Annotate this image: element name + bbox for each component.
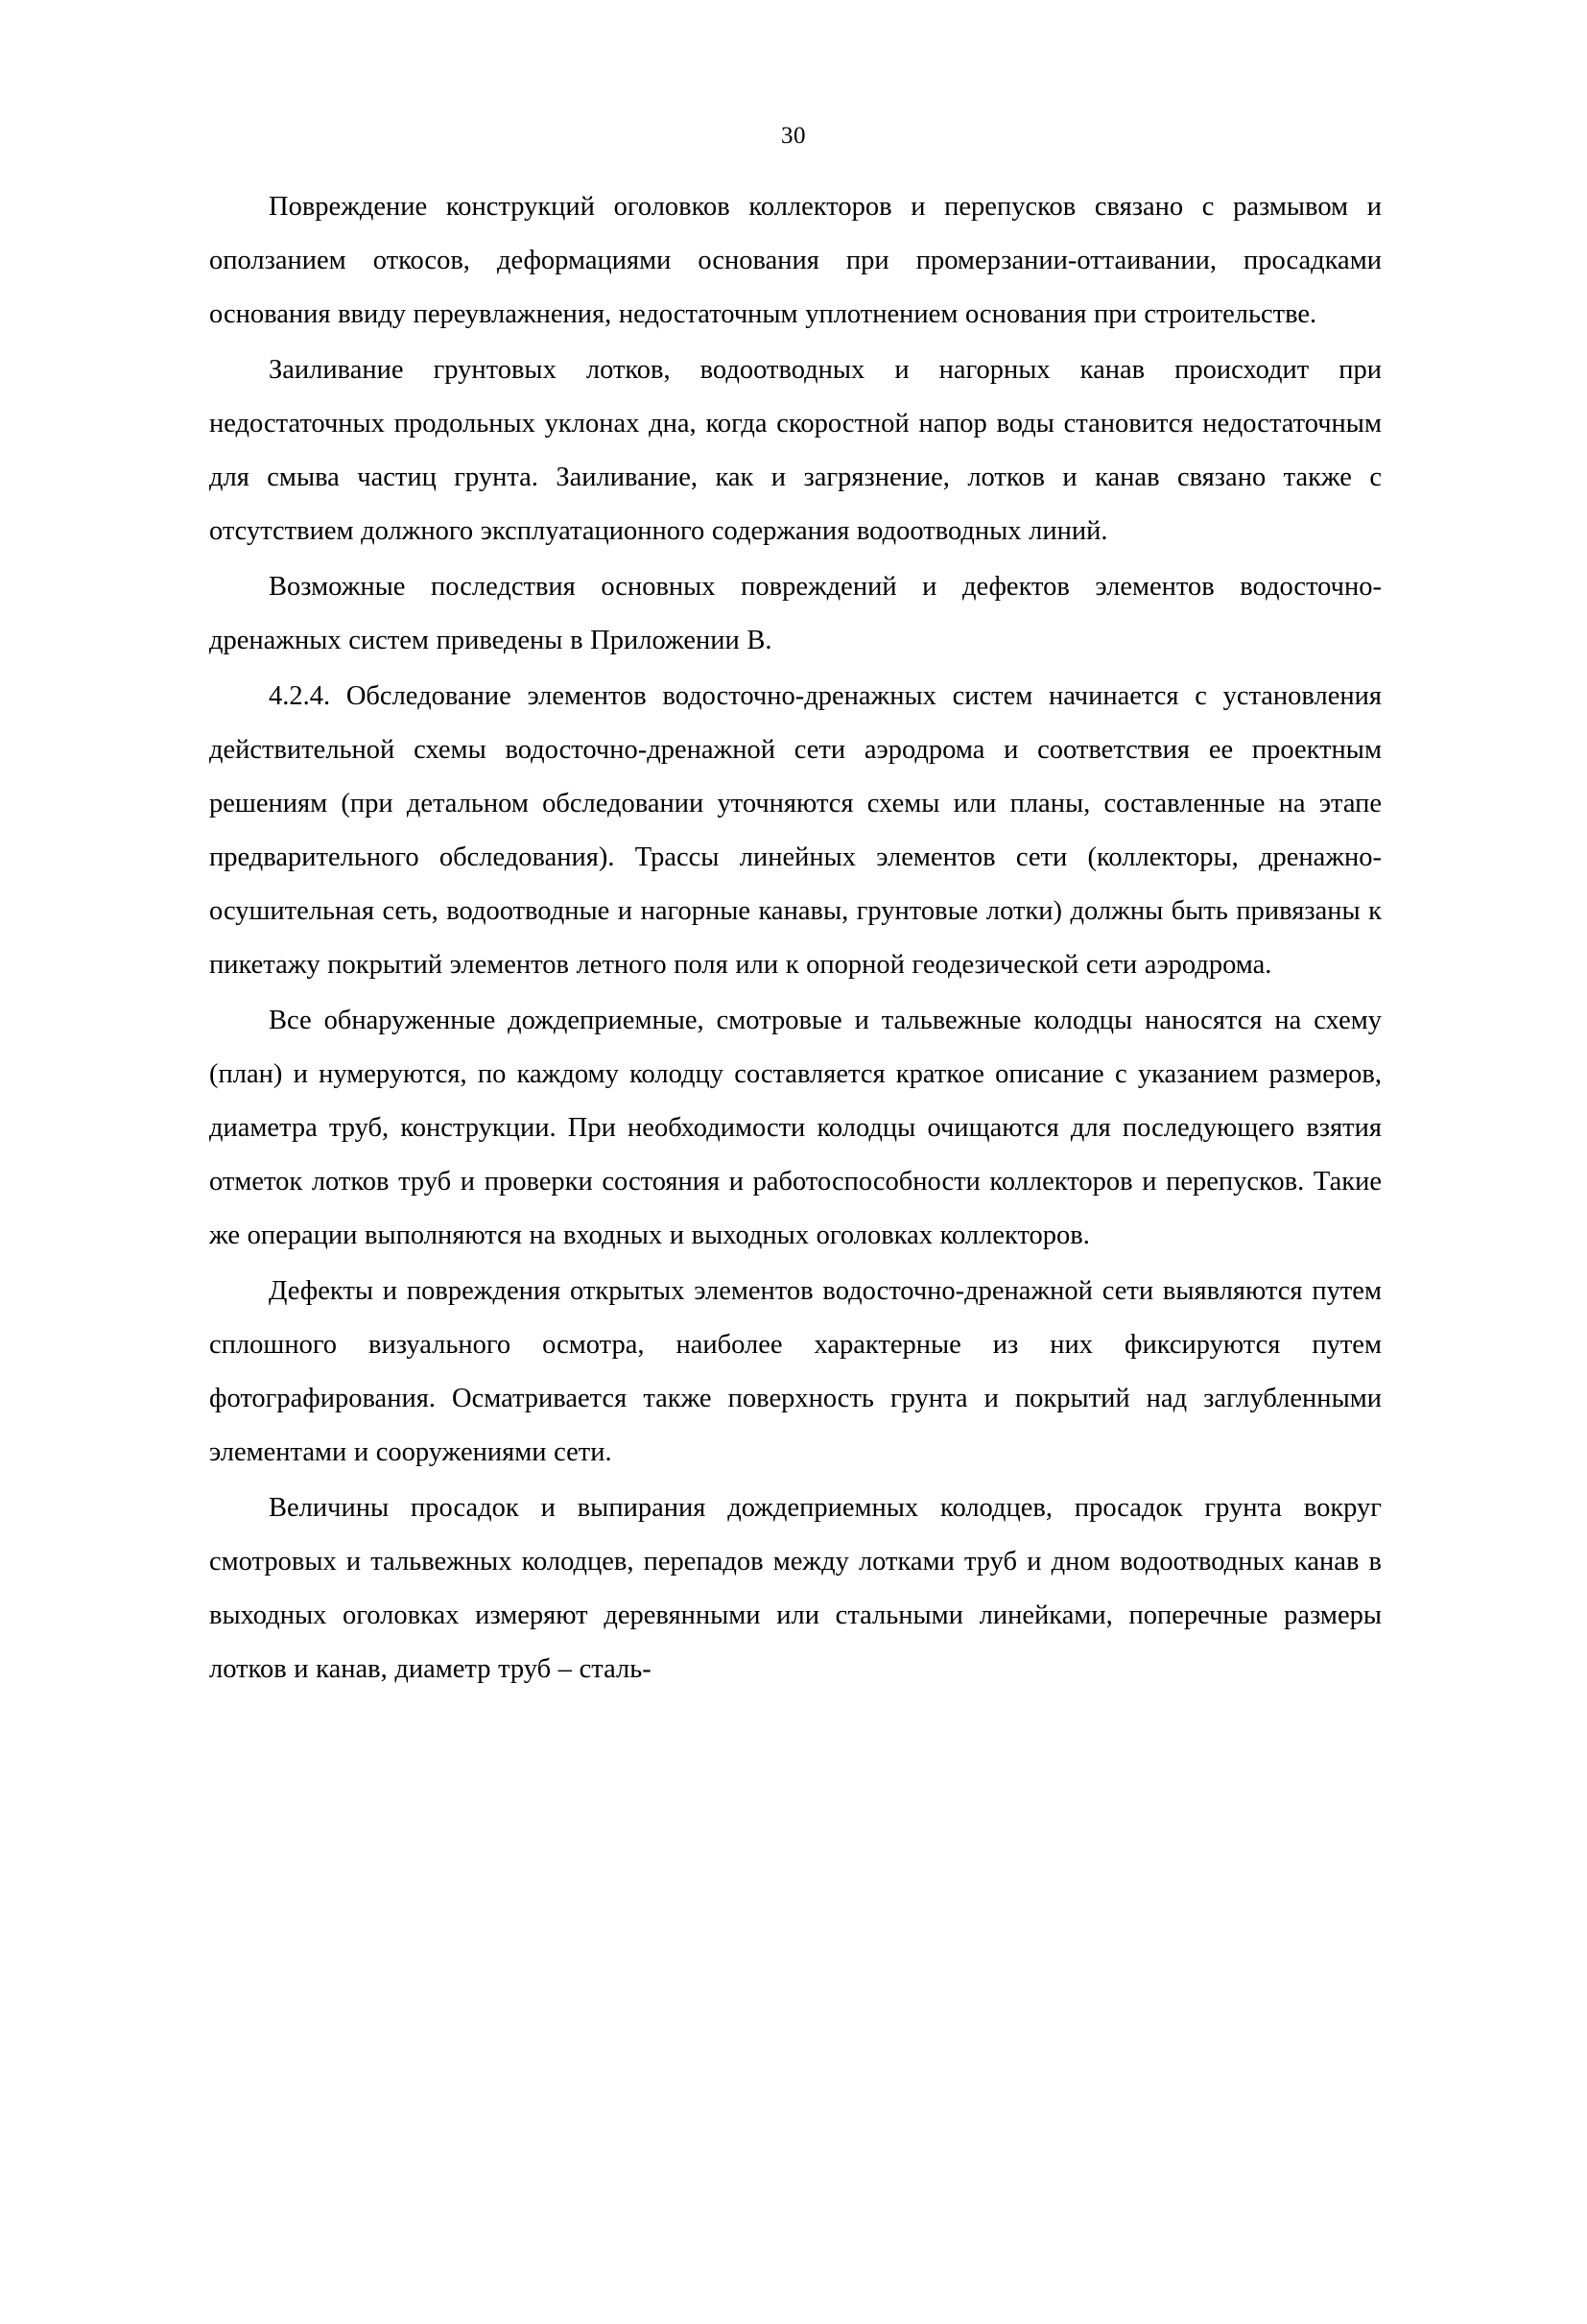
paragraph: Заиливание грунтовых лотков, водоотводных и нагорных канав происходит при недостаточных продольных уклонах дна, когда скоростной напор воды становится недостаточным для смыва частиц грунта. Заиливание, как и загрязнение, лотков и канав связано также с отсутствием должного эксплуатационного содержания водоотводных линий. <box>209 355 1382 546</box>
page-number: 30 <box>781 123 806 149</box>
paragraph: Величины просадок и выпирания дождеприемных колодцев, просадок грунта вокруг смотровых и тальвежных колодцев, перепадов между лотками труб и дном водоотводных канав в выходных оголовках измеряют деревянными или стальными линейками, поперечные размеры лотков и канав, диаметр труб – сталь- <box>209 1493 1382 1684</box>
paragraph: Все обнаруженные дождеприемные, смотровые и тальвежные колодцы наносятся на схему (план) и нумеруются, по каждому колодцу составляется краткое описание с указанием размеров, диаметра труб, конструкции. При необходимости колодцы очищаются для последующего взятия отметок лотков труб и проверки состояния и работоспособности коллекторов и перепусков. Такие же операции выполняются на входных и выходных оголовках коллекторов. <box>209 1006 1382 1250</box>
page-body <box>209 180 1382 1696</box>
paragraph: Дефекты и повреждения открытых элементов водосточно-дренажной сети выявляются путем сплошного визуального осмотра, наиболее характерные из них фиксируются путем фотографирования. Осматривается также поверхность грунта и покрытий над заглубленными элементами и сооружениями сети. <box>209 1276 1382 1467</box>
paragraph: 4.2.4. Обследование элементов водосточно-дренажных систем начинается с установления действительной схемы водосточно-дренажной сети аэродрома и соответствия ее проектным решениям (при детальном обследовании уточняются схемы или планы, составленные на этапе предварительного обследования). Трассы линейных элементов сети (коллекторы, дренажно-осушительная сеть, водоотводные и нагорные канавы, грунтовые лотки) должны быть привязаны к пикетажу покрытий элементов летного поля или к опорной геодезической сети аэродрома. <box>209 681 1382 980</box>
paragraph: Повреждение конструкций оголовков коллекторов и перепусков связано с размывом и оползанием откосов, деформациями основания при промерзании-оттаивании, просадками основания ввиду переувлажнения, недостаточным уплотнением основания при строительстве. <box>209 192 1382 329</box>
paragraph: Возможные последствия основных повреждений и дефектов элементов водосточно-дренажных систем приведены в Приложении В. <box>209 572 1382 655</box>
